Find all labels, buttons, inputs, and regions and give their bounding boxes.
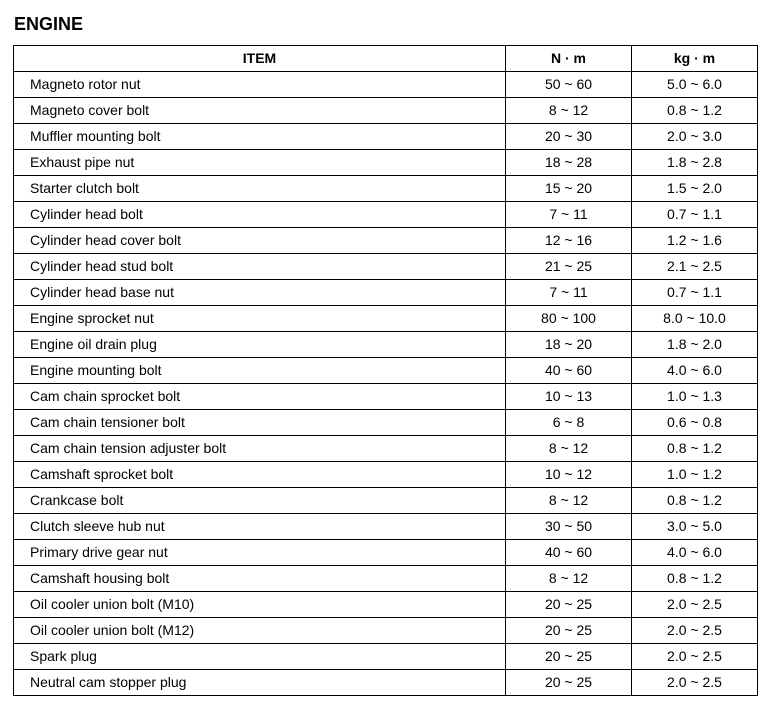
item-cell: Camshaft sprocket bolt [14,462,506,488]
item-cell: Cylinder head base nut [14,280,506,306]
table-row [14,306,758,332]
item-cell: Neutral cam stopper plug [14,670,506,696]
item-cell: Cylinder head cover bolt [14,228,506,254]
nm-cell: 8 ~ 12 [506,436,632,462]
kgm-cell: 2.0 ~ 3.0 [632,124,758,150]
item-cell: Engine sprocket nut [14,306,506,332]
kgm-cell: 2.0 ~ 2.5 [632,670,758,696]
kgm-cell: 2.0 ~ 2.5 [632,592,758,618]
nm-cell: 15 ~ 20 [506,176,632,202]
table-row [14,150,758,176]
kgm-cell: 1.0 ~ 1.3 [632,384,758,410]
kgm-cell: 8.0 ~ 10.0 [632,306,758,332]
nm-cell: 20 ~ 25 [506,670,632,696]
section-title: ENGINE [14,14,84,34]
kgm-cell: 4.0 ~ 6.0 [632,358,758,384]
table-row [14,358,758,384]
table-row [14,280,758,306]
item-cell: Cam chain tensioner bolt [14,410,506,436]
nm-cell: 40 ~ 60 [506,540,632,566]
table-row [14,592,758,618]
kgm-cell: 1.2 ~ 1.6 [632,228,758,254]
table-row [14,98,758,124]
item-cell: Primary drive gear nut [14,540,506,566]
table-row [14,228,758,254]
table-header-row [14,46,758,72]
kgm-cell: 0.8 ~ 1.2 [632,436,758,462]
kgm-cell: 1.8 ~ 2.0 [632,332,758,358]
column-header-kgm: kg · m [632,46,758,72]
nm-cell: 6 ~ 8 [506,410,632,436]
nm-cell: 8 ~ 12 [506,98,632,124]
item-cell: Engine mounting bolt [14,358,506,384]
table-row [14,462,758,488]
nm-cell: 30 ~ 50 [506,514,632,540]
table-row [14,72,758,98]
table-row [14,644,758,670]
kgm-cell: 0.8 ~ 1.2 [632,566,758,592]
table-row [14,384,758,410]
item-cell: Cam chain sprocket bolt [14,384,506,410]
table-row [14,202,758,228]
torque-table [13,45,758,696]
table-row [14,514,758,540]
column-header-item: ITEM [14,46,506,72]
nm-cell: 20 ~ 25 [506,592,632,618]
nm-cell: 21 ~ 25 [506,254,632,280]
kgm-cell: 2.1 ~ 2.5 [632,254,758,280]
nm-cell: 40 ~ 60 [506,358,632,384]
item-cell: Cylinder head stud bolt [14,254,506,280]
table-row [14,670,758,696]
nm-cell: 80 ~ 100 [506,306,632,332]
nm-cell: 12 ~ 16 [506,228,632,254]
nm-cell: 20 ~ 30 [506,124,632,150]
nm-cell: 10 ~ 12 [506,462,632,488]
table-row [14,618,758,644]
nm-cell: 20 ~ 25 [506,618,632,644]
kgm-cell: 4.0 ~ 6.0 [632,540,758,566]
kgm-cell: 0.8 ~ 1.2 [632,488,758,514]
kgm-cell: 0.7 ~ 1.1 [632,280,758,306]
kgm-cell: 2.0 ~ 2.5 [632,618,758,644]
nm-cell: 50 ~ 60 [506,72,632,98]
item-cell: Clutch sleeve hub nut [14,514,506,540]
kgm-cell: 1.5 ~ 2.0 [632,176,758,202]
item-cell: Muffler mounting bolt [14,124,506,150]
item-cell: Starter clutch bolt [14,176,506,202]
kgm-cell: 0.6 ~ 0.8 [632,410,758,436]
item-cell: Oil cooler union bolt (M12) [14,618,506,644]
table-row [14,436,758,462]
item-cell: Exhaust pipe nut [14,150,506,176]
item-cell: Cam chain tension adjuster bolt [14,436,506,462]
table-row [14,176,758,202]
item-cell: Magneto cover bolt [14,98,506,124]
nm-cell: 7 ~ 11 [506,202,632,228]
table-row [14,566,758,592]
nm-cell: 8 ~ 12 [506,566,632,592]
table-row [14,410,758,436]
item-cell: Engine oil drain plug [14,332,506,358]
kgm-cell: 0.8 ~ 1.2 [632,98,758,124]
kgm-cell: 5.0 ~ 6.0 [632,72,758,98]
table-row [14,332,758,358]
kgm-cell: 3.0 ~ 5.0 [632,514,758,540]
kgm-cell: 2.0 ~ 2.5 [632,644,758,670]
item-cell: Magneto rotor nut [14,72,506,98]
nm-cell: 10 ~ 13 [506,384,632,410]
column-header-nm: N · m [506,46,632,72]
table-row [14,540,758,566]
table-row [14,124,758,150]
table-body [14,72,758,696]
kgm-cell: 1.0 ~ 1.2 [632,462,758,488]
kgm-cell: 1.8 ~ 2.8 [632,150,758,176]
item-cell: Crankcase bolt [14,488,506,514]
table-row [14,488,758,514]
item-cell: Oil cooler union bolt (M10) [14,592,506,618]
nm-cell: 18 ~ 20 [506,332,632,358]
nm-cell: 18 ~ 28 [506,150,632,176]
nm-cell: 20 ~ 25 [506,644,632,670]
item-cell: Cylinder head bolt [14,202,506,228]
item-cell: Camshaft housing bolt [14,566,506,592]
table-row [14,254,758,280]
kgm-cell: 0.7 ~ 1.1 [632,202,758,228]
nm-cell: 7 ~ 11 [506,280,632,306]
nm-cell: 8 ~ 12 [506,488,632,514]
item-cell: Spark plug [14,644,506,670]
